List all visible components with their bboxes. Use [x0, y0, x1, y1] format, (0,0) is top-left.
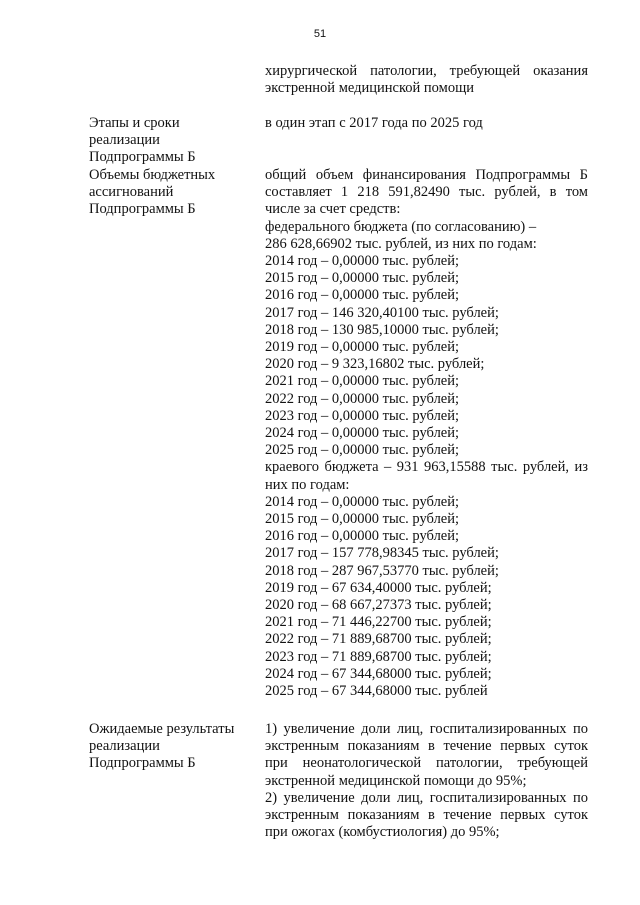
text-line: 2) увеличение доли лиц, госпитализированных по: [265, 789, 588, 806]
text-line: экстренной медицинской помощи: [265, 80, 474, 97]
year-amount-line: 2025 год – 0,00000 тыс. рублей;: [265, 442, 460, 459]
text-line: экстренным показаниям в течение первых суток: [265, 738, 588, 755]
stages-label: [89, 115, 254, 167]
year-amount-line: 2023 год – 71 889,68700 тыс. рублей;: [265, 648, 492, 665]
text-line: числе за счет средств:: [265, 201, 401, 218]
year-amount-line: 2014 год – 0,00000 тыс. рублей;: [265, 493, 460, 510]
label-line: Объемы бюджетных: [89, 167, 216, 183]
regional-years-list: [265, 494, 588, 700]
text-line: экстренным показаниям в течение первых суток: [265, 807, 588, 824]
year-amount-line: 2017 год – 157 778,98345 тыс. рублей;: [265, 545, 499, 562]
year-amount-line: 2019 год – 67 634,40000 тыс. рублей;: [265, 579, 492, 596]
label-line: Подпрограммы Б: [89, 149, 196, 166]
year-amount-line: 2019 год – 0,00000 тыс. рублей;: [265, 339, 460, 356]
year-amount-line: 2016 год – 0,00000 тыс. рублей;: [265, 287, 460, 304]
label-line: Подпрограммы Б: [89, 201, 196, 218]
text-line: общий объем финансирования Подпрограммы Б: [265, 167, 588, 183]
year-amount-line: 2025 год – 67 344,68000 тыс. рублей: [265, 683, 488, 700]
text-line: составляет 1 218 591,82490 тыс. рублей, в том: [265, 184, 588, 201]
text-line: 286 628,66902 тыс. рублей, из них по годам:: [265, 235, 537, 252]
label-line: реализации: [89, 132, 160, 149]
year-amount-line: 2024 год – 0,00000 тыс. рублей;: [265, 425, 460, 442]
page-number: 51: [313, 28, 327, 40]
text-line: хирургической патологии, требующей оказания: [265, 63, 588, 79]
text-line: при неонатологической патологии, требующей: [265, 755, 588, 772]
text-line: при ожогах (комбустиология) до 95%;: [265, 824, 500, 841]
label-line: Подпрограммы Б: [89, 755, 196, 772]
text-line: краевого бюджета – 931 963,15588 тыс. рублей, из: [265, 459, 588, 476]
results-label: [89, 721, 254, 773]
text-line: них по годам:: [265, 476, 350, 493]
year-amount-line: 2022 год – 0,00000 тыс. рублей;: [265, 390, 460, 407]
year-amount-line: 2021 год – 0,00000 тыс. рублей;: [265, 373, 460, 390]
stages-value: [265, 115, 588, 132]
year-amount-line: 2022 год – 71 889,68700 тыс. рублей;: [265, 631, 492, 648]
text-line: экстренной медицинской помощи до 95%;: [265, 772, 527, 789]
year-amount-line: 2015 год – 0,00000 тыс. рублей;: [265, 511, 460, 528]
label-line: Этапы и сроки: [89, 115, 180, 131]
year-amount-line: 2020 год – 9 323,16802 тыс. рублей;: [265, 356, 485, 373]
budget-value: [265, 167, 588, 700]
year-amount-line: 2016 год – 0,00000 тыс. рублей;: [265, 528, 460, 545]
year-amount-line: 2018 год – 287 967,53770 тыс. рублей;: [265, 562, 499, 579]
year-amount-line: 2023 год – 0,00000 тыс. рублей;: [265, 407, 460, 424]
budget-label: [89, 167, 254, 219]
year-amount-line: 2020 год – 68 667,27373 тыс. рублей;: [265, 597, 492, 614]
text-line: федерального бюджета (по согласованию) –: [265, 218, 537, 235]
label-line: ассигнований: [89, 184, 174, 201]
year-amount-line: 2017 год – 146 320,40100 тыс. рублей;: [265, 304, 499, 321]
year-amount-line: 2024 год – 67 344,68000 тыс. рублей;: [265, 665, 492, 682]
year-amount-line: 2015 год – 0,00000 тыс. рублей;: [265, 270, 460, 287]
text-line: в один этап с 2017 года по 2025 год: [265, 115, 483, 131]
text-line: 1) увеличение доли лиц, госпитализированных по: [265, 721, 588, 737]
label-line: реализации: [89, 738, 160, 755]
year-amount-line: 2018 год – 130 985,10000 тыс. рублей;: [265, 321, 499, 338]
year-amount-line: 2014 год – 0,00000 тыс. рублей;: [265, 253, 460, 270]
federal-years-list: [265, 253, 588, 459]
year-amount-line: 2021 год – 71 446,22700 тыс. рублей;: [265, 614, 492, 631]
label-line: Ожидаемые результаты: [89, 721, 235, 737]
results-value: [265, 721, 588, 841]
continuation-text: [265, 63, 588, 97]
